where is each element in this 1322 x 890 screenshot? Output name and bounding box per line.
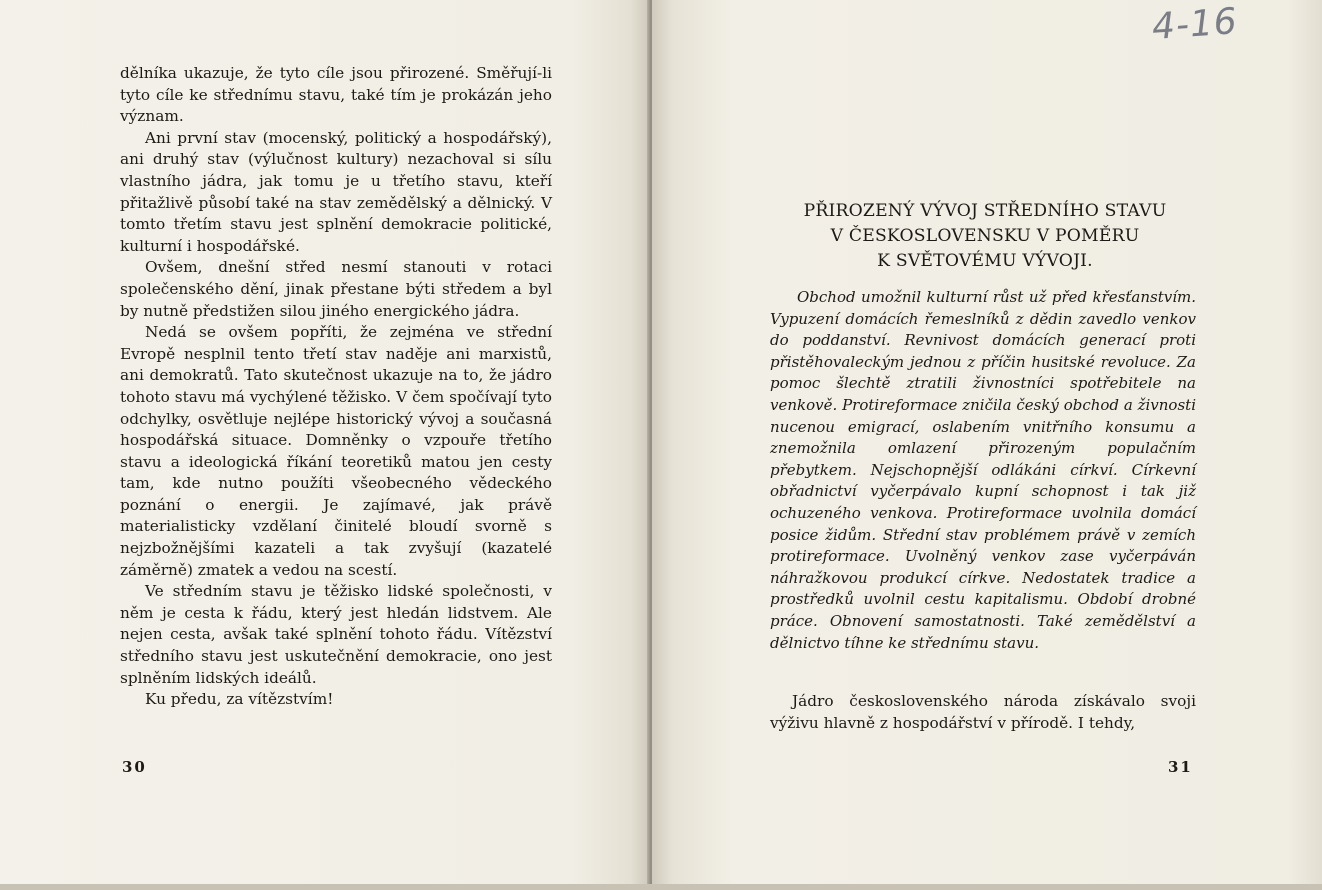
left-page [0, 0, 650, 886]
paragraph: Ovšem, dnešní střed nesmí stanouti v rotaci společenského dění, jinak přestane býti středem a byl by nutně předstižen silou jiného energického jádra. [120, 258, 552, 320]
handwritten-note: 4-16 [1150, 1, 1240, 48]
paragraph: dělníka ukazuje, že tyto cíle jsou přirozené. Směřují-li tyto cíle ke střednímu stavu, také tím je prokázán jeho význam. [120, 64, 552, 126]
paragraph: Nedá se ovšem popříti, že zejména ve střední Evropě nesplnil tento třetí stav naděje ani marxistů, ani demokratů. Tato skutečnost ukazuje na to, že jádro tohoto stavu má vychýlené těžisko. V čem spočívají tyto odchylky, osvětluje nejlépe historický vývoj a současná hospodářská situace. Domněnky o vzpouře třetího stavu a ideologická říkání teoretiků matou jen cesty tam, kde nutno použíti všeobecného vědeckého poznání o energii. Je zajímavé, jak právě materialisticky vzdělaní činitelé bloudí svorně s nejzbožnějšími kazateli a tak zvyšují (kazatelé záměrně) zmatek a vedou na scestí. [120, 323, 552, 579]
chapter-title-line: PŘIROZENÝ VÝVOJ STŘEDNÍHO STAVU [803, 201, 1167, 221]
paragraph: Ve středním stavu je těžisko lidské společnosti, v něm je cesta k řádu, který jest hledán lidstvem. Ale nejen cesta, avšak také splnění tohoto řádu. Vítězství středního stavu jest uskutečnění demokracie, ono jest splněním lidských ideálů. [120, 582, 552, 687]
paragraph: Ku předu, za vítězstvím! [145, 690, 334, 709]
left-page-text [120, 63, 552, 711]
paragraph: Ani první stav (mocenský, politický a hospodářský), ani druhý stav (výlučnost kultury) nezachoval si sílu vlastního jádra, jak tomu je u třetího stavu, kteří přitažlivě působí také na stav zemědělský a dělnický. V tomto třetím stavu jest splnění demokracie politické, kulturní i hospodářské. [120, 128, 552, 255]
chapter-title-line: V ČESKOSLOVENSKU V POMĚRU [830, 226, 1140, 246]
page-number-left: 30 [122, 758, 147, 776]
body-paragraph: Jádro československého národa získávalo svoji výživu hlavně z hospodářství v přírodě. I tehdy, [770, 692, 1196, 732]
page-number-right: 31 [1168, 758, 1193, 776]
page-bottom-edge [0, 884, 1322, 890]
chapter-summary: Obchod umožnil kulturní růst už před křesťanstvím. Vypuzení domácích řemeslníků z dědin zavedlo venkov do poddanství. Revnivost domácích generací proti přistěhovaleckým jednou z příčin husitské revoluce. Za pomoc šlechtě ztratili živnostníci spotřebitele na venkově. Protireformace zničila český obchod a živnosti nucenou emigrací, oslabením vnitřního konsumu a znemožnila omlazení přirozeným populačním přebytkem. Nejschopnější odlákáni církví. Církevní obřadnictví vyčerpávalo kupní schopnost i tak již ochuzeného venkova. Protireformace uvolnila domácí posice židům. Střední stav problémem právě v zemích protireformace. Uvolněný venkov zase vyčerpáván náhražkovou produkcí církve. Nedostatek tradice a prostředků uvolnil cestu kapitalismu. Období drobné práce. Obnovení samostatnosti. Také zemědělství a dělnictvo tíhne ke střednímu stavu. [770, 288, 1196, 652]
chapter-title [764, 199, 1206, 274]
chapter-title-line: K SVĚTOVÉMU VÝVOJI. [877, 251, 1093, 271]
